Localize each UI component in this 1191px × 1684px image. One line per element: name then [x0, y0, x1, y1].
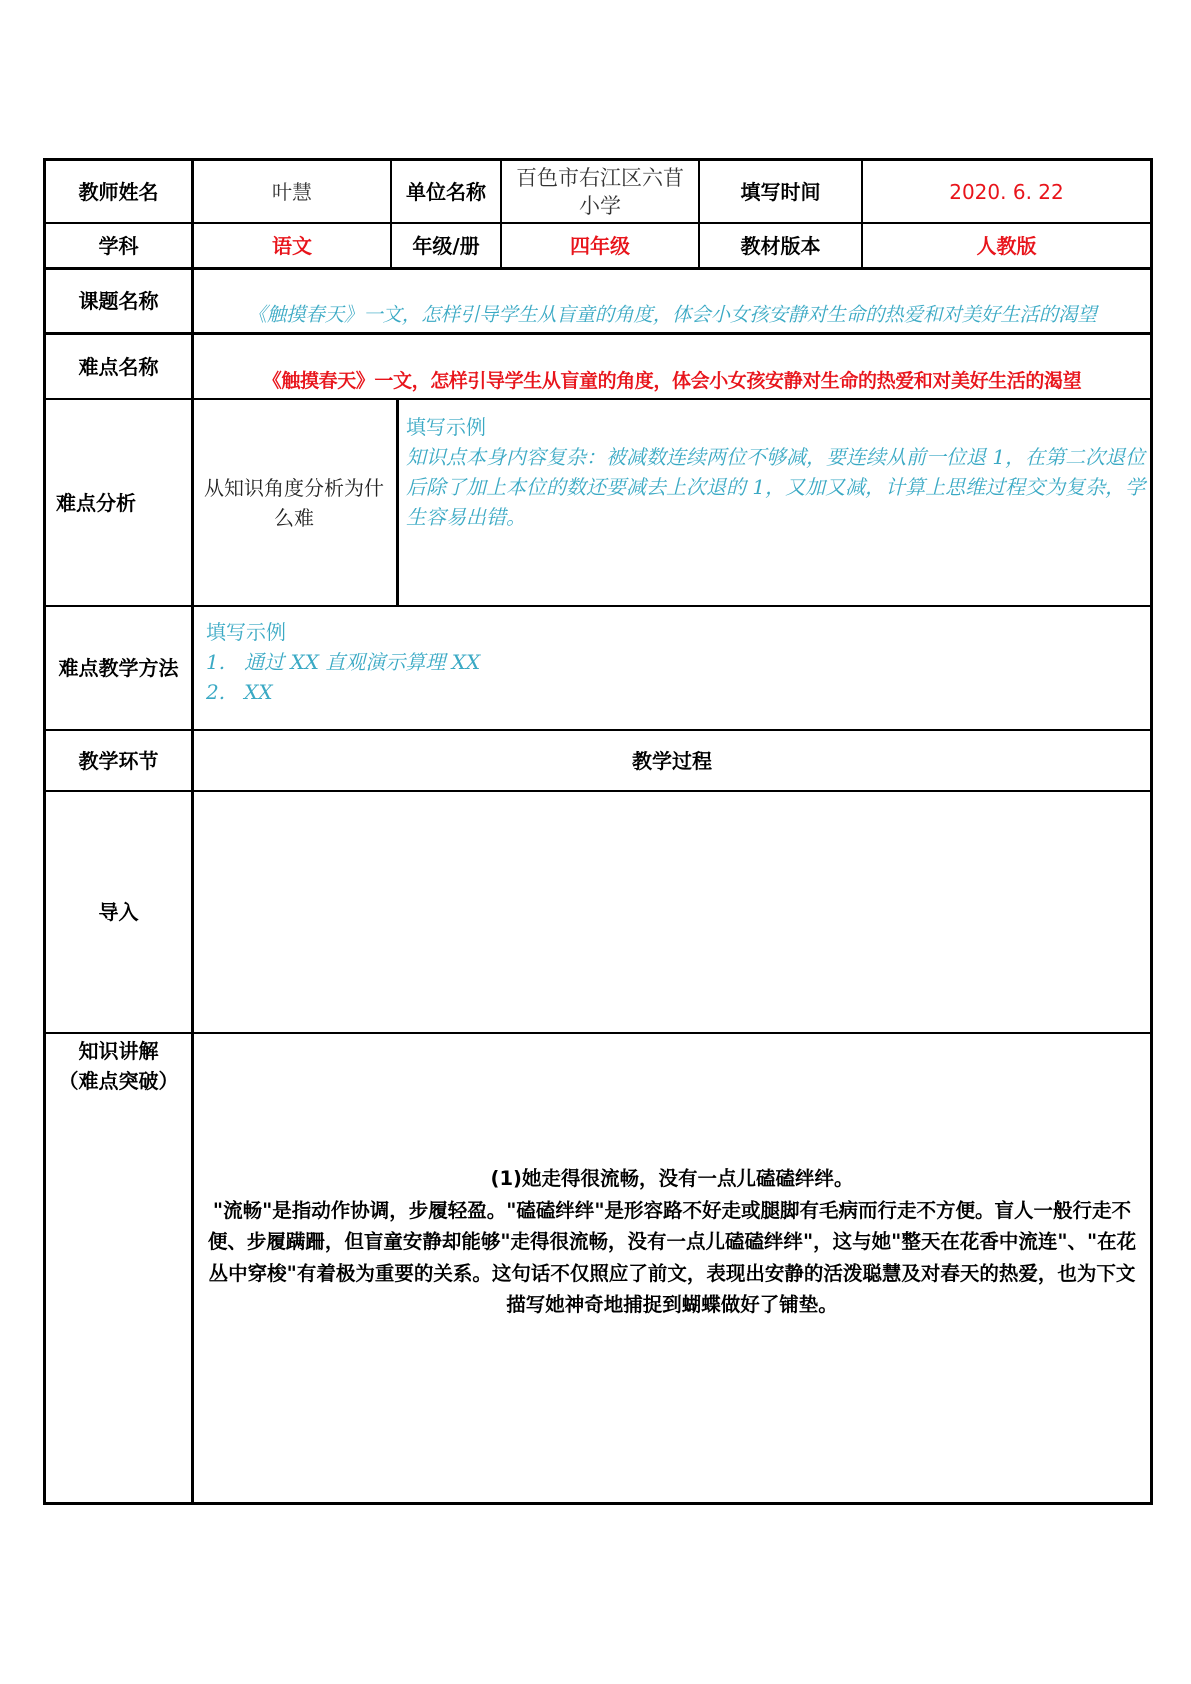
column-divider	[396, 398, 399, 607]
unit-name-label: 单位名称	[406, 179, 486, 204]
subject-value: 语文	[272, 233, 312, 258]
unit-name-value: 百色市右江区六苜小学	[516, 165, 684, 218]
analysis-example-text: 知识点本身内容复杂：被减数连续两位不够减，要连续从前一位退 1，在第二次退位后除了加上本位的数还要减去上次退的 1，又加又减，计算上思维过程交为复杂，学生容易出错。	[406, 445, 1146, 529]
lesson-plan-table	[43, 158, 1153, 1505]
analysis-example	[406, 412, 1146, 597]
grade-value: 四年级	[570, 233, 630, 258]
subject-label: 学科	[98, 233, 139, 258]
grade-label: 年级/册	[412, 233, 480, 258]
fill-date-value: 2020. 6. 22	[949, 179, 1064, 204]
method-item: 2. XX	[206, 680, 273, 704]
difficulty-value: 《触摸春天》一文，怎样引导学生从盲童的角度，体会小女孩安静对生命的热爱和对美好生活的渴望	[262, 370, 1082, 392]
process-header: 教学过程	[632, 748, 712, 773]
row-divider	[43, 267, 1153, 270]
knowledge-heading: (1)她走得很流畅，没有一点儿磕磕绊绊。	[490, 1167, 854, 1190]
row-divider	[43, 605, 1153, 607]
method-item: 1. 通过 XX 直观演示算理 XX	[206, 650, 481, 674]
intro-content	[194, 792, 1150, 1032]
knowledge-paragraph: "流畅"是指动作协调，步履轻盈。"磕磕绊绊"是形容路不好走或腿脚有毛病而行走不方便。盲人一般行走不便、步履蹒跚，但盲童安静却能够"走得很流畅，没有一点儿磕磕绊绊"，这与她"整天在花香中流连"、"在花丛中穿梭"有着极为重要的关系。这句话不仅照应了前文，表现出安静的活泼聪慧及对春天的热爱，也为下文描写她神奇地捕捉到蝴蝶做好了铺垫。	[207, 1198, 1137, 1316]
topic-value: 《触摸春天》一文，怎样引导学生从盲童的角度，体会小女孩安静对生命的热爱和对美好生活的渴望	[247, 303, 1097, 326]
row-divider	[43, 332, 1153, 335]
knowledge-label-line1: 知识讲解	[78, 1039, 159, 1063]
edition-value: 人教版	[976, 233, 1037, 258]
stage-header: 教学环节	[78, 748, 159, 773]
method-label: 难点教学方法	[58, 656, 179, 680]
difficulty-label: 难点名称	[78, 354, 159, 379]
intro-label: 导入	[98, 900, 139, 924]
knowledge-label-line2: （难点突破）	[58, 1069, 179, 1093]
knowledge-label	[46, 1036, 191, 1116]
topic-label: 课题名称	[78, 289, 159, 313]
analysis-sub-label: 从知识角度分析为什么难	[204, 475, 384, 530]
table-border-right	[1150, 158, 1153, 1505]
knowledge-content	[206, 1163, 1138, 1323]
method-example	[206, 617, 1136, 727]
edition-label: 教材版本	[740, 233, 821, 258]
teacher-name-label: 教师姓名	[78, 179, 159, 204]
fill-date-label: 填写时间	[740, 179, 821, 204]
analysis-example-title: 填写示例	[406, 415, 486, 439]
teacher-name-value: 叶慧	[272, 179, 312, 204]
row-divider	[43, 1032, 1153, 1034]
method-example-title: 填写示例	[206, 620, 286, 644]
analysis-label: 难点分析	[56, 490, 136, 515]
table-border-bottom	[43, 1502, 1153, 1505]
